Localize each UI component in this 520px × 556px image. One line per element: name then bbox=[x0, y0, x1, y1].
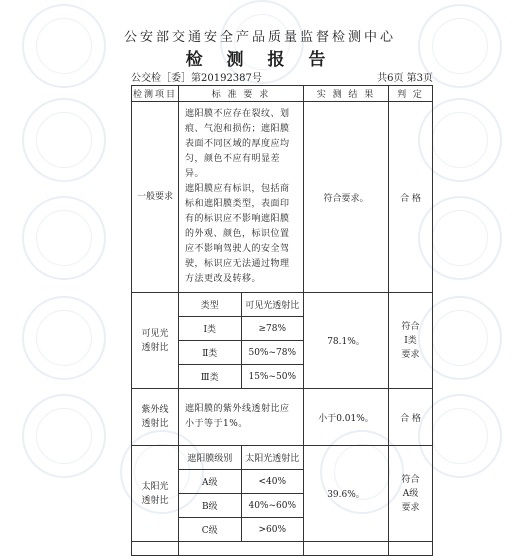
table-row-solar bbox=[132, 446, 433, 542]
page-indicator: 共6页 第3页 bbox=[377, 73, 433, 84]
requirement-general-1: 遮阳膜不应存在裂纹、划痕、气泡和损伤；遮阳膜表面不同区域的厚度应均匀，颜色不应有明显差异。 bbox=[185, 109, 290, 179]
sub-cell: 50%~78% bbox=[241, 341, 303, 365]
item-solar: 太阳光 透射比 bbox=[132, 446, 179, 542]
watermark-seal bbox=[22, 394, 106, 478]
header-verdict: 判 定 bbox=[389, 86, 433, 102]
item-general: 一般要求 bbox=[132, 102, 179, 293]
blank-cell bbox=[179, 542, 304, 556]
sub-header: 遮阳膜级别 bbox=[179, 446, 241, 470]
sub-cell: Ⅲ类 bbox=[179, 365, 241, 389]
solar-subtable bbox=[179, 446, 303, 541]
sub-cell: 40%~60% bbox=[241, 494, 303, 518]
result-solar: 39.6%。 bbox=[304, 446, 389, 542]
sub-cell: 15%~50% bbox=[248, 371, 297, 382]
result-general: 符合要求。 bbox=[304, 102, 389, 293]
result-visible: 78.1%。 bbox=[304, 293, 389, 389]
sub-cell: Ⅰ类 bbox=[179, 317, 241, 341]
blank-cell bbox=[389, 542, 433, 556]
requirement-solar bbox=[179, 446, 304, 542]
item-uv: 紫外线 透射比 bbox=[132, 389, 179, 446]
result-uv: 小于0.01%。 bbox=[304, 389, 389, 446]
watermark-seal bbox=[22, 98, 106, 182]
table-row-visible bbox=[132, 293, 433, 389]
requirement-general-2: 遮阳膜应有标识，包括商标和遮阳膜类型，表面印有的标识应不影响遮阳膜的外观、颜色，标识位置应不影响驾驶人的安全驾驶，标识应无法通过物理方法更改及转移。 bbox=[185, 184, 290, 284]
sub-cell: >60% bbox=[258, 524, 287, 535]
blank-cell bbox=[304, 542, 389, 556]
header-result: 实 测 结 果 bbox=[304, 86, 389, 102]
sub-header: 太阳光透射比 bbox=[241, 446, 303, 470]
table-row-general bbox=[132, 102, 433, 293]
header-requirement: 标 准 要 求 bbox=[179, 86, 304, 102]
verdict-general: 合 格 bbox=[389, 102, 433, 293]
sub-cell: C级 bbox=[179, 518, 241, 542]
requirement-general bbox=[179, 102, 304, 293]
requirement-visible bbox=[179, 293, 304, 389]
sub-cell: A级 bbox=[179, 470, 241, 494]
sub-header: 可见光透射比 bbox=[241, 293, 303, 317]
organization-name: 公安部交通安全产品质量监督检测中心 bbox=[123, 30, 396, 45]
header-item: 检测项目 bbox=[132, 86, 179, 102]
report-table bbox=[131, 85, 433, 556]
sub-cell: <40% bbox=[241, 470, 303, 494]
sub-cell: Ⅱ类 bbox=[179, 341, 241, 365]
visible-subtable bbox=[179, 293, 303, 388]
blank-cell bbox=[132, 542, 179, 556]
table-row-blank bbox=[132, 542, 433, 556]
table-row-uv bbox=[132, 389, 433, 446]
report-number: 公交检［委］第20192387号 bbox=[131, 73, 262, 84]
watermark-seal bbox=[22, 296, 106, 380]
verdict-visible: 符合 Ⅰ类 要求 bbox=[389, 293, 433, 389]
sub-cell: ≥78% bbox=[241, 317, 303, 341]
watermark-seal bbox=[22, 196, 106, 280]
sub-header: 类型 bbox=[179, 293, 241, 317]
item-visible: 可见光 透射比 bbox=[132, 293, 179, 389]
report-title: 检 测 报 告 bbox=[185, 50, 335, 70]
verdict-solar: 符合 A级 要求 bbox=[389, 446, 433, 542]
requirement-uv: 遮阳膜的紫外线透射比应小于等于1%。 bbox=[179, 389, 304, 446]
table-header-row bbox=[132, 86, 433, 102]
verdict-uv: 合 格 bbox=[389, 389, 433, 446]
sub-cell: B级 bbox=[179, 494, 241, 518]
